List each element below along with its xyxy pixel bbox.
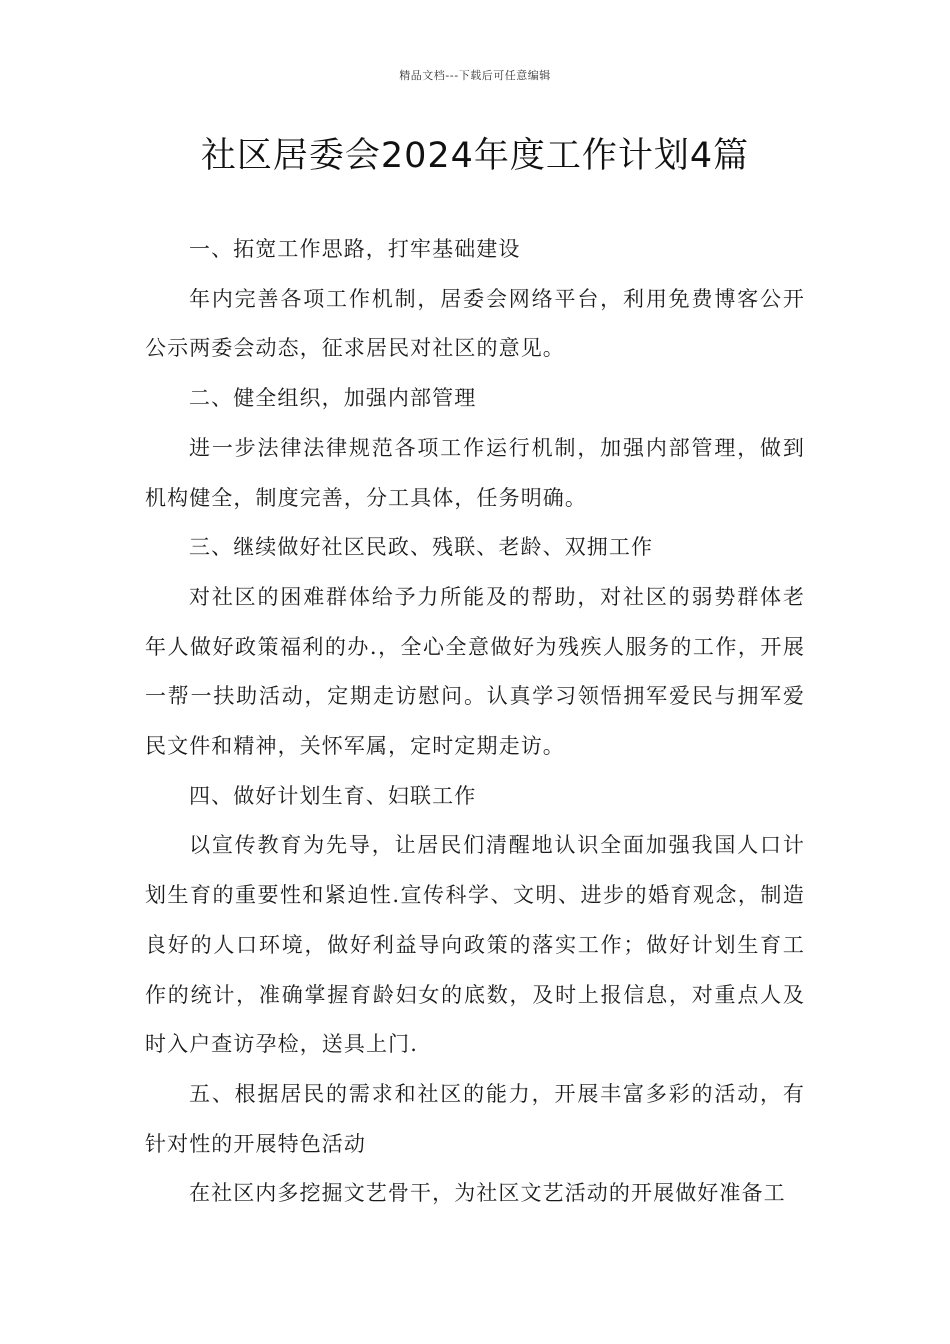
page-title: 社区居委会2024年度工作计划4篇 <box>200 136 750 176</box>
paragraph-4: 以宣传教育为先导，让居民们清醒地认识全面加强我国人口计划生育的重要性和紧迫性.宣传科学、文明、进步的婚育观念，制造良好的人口环境，做好利益导向政策的落实工作；做好计划生育工作的统计，准确掌握育龄妇女的底数，及时上报信息，对重点人及时入户查访孕检，送具上门. <box>145 833 805 1057</box>
paragraph-2: 进一步法律法律规范各项工作运行机制，加强内部管理，做到机构健全，制度完善，分工具体，任务明确。 <box>145 435 805 510</box>
section-heading-1: 一、拓宽工作思路，打牢基础建设 <box>189 237 521 261</box>
section-heading-3: 三、继续做好社区民政、残联、老龄、双拥工作 <box>189 535 654 560</box>
header-note: 精品文档---下载后可任意编辑 <box>399 69 551 82</box>
paragraph-3: 对社区的困难群体给予力所能及的帮助，对社区的弱势群体老年人做好政策福利的办.，全心全意做好为残疾人服务的工作，开展一帮一扶助活动，定期走访慰问。认真学习领悟拥军爱民与拥军爱民文件和精神，关怀军属，定时定期走访。 <box>145 584 805 759</box>
paragraph-1: 年内完善各项工作机制，居委会网络平台，利用免费博客公开公示两委会动态，征求居民对社区的意见。 <box>145 286 805 361</box>
paragraph-5: 在社区内多挖掘文艺骨干，为社区文艺活动的开展做好准备工 <box>189 1181 786 1206</box>
section-heading-2: 二、健全组织，加强内部管理 <box>189 386 477 411</box>
document-body <box>145 225 805 1219</box>
section-heading-5: 五、根据居民的需求和社区的能力，开展丰富多彩的活动，有针对性的开展特色活动 <box>145 1081 805 1156</box>
section-heading-4: 四、做好计划生育、妇联工作 <box>189 783 477 808</box>
